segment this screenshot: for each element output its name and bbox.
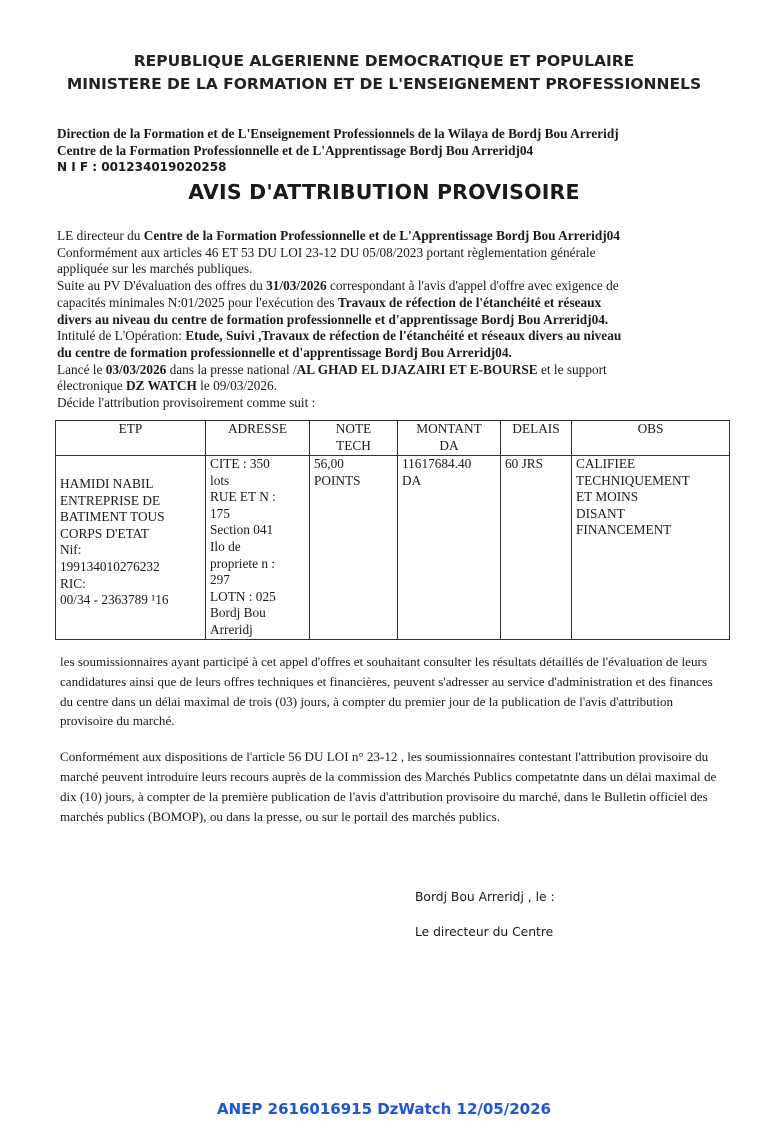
centre-name: Centre de la Formation Professionnelle et de L'Apprentissage Bordj Bou Arreridj04 bbox=[143, 228, 620, 243]
signature-place: Bordj Bou Arreridj , le : bbox=[415, 890, 555, 904]
support-name: DZ WATCH bbox=[126, 378, 197, 394]
intro-line bbox=[57, 328, 727, 345]
intro-text-span: correspondant à l'avis d'appel d'offre avec exigence de bbox=[326, 278, 619, 294]
intro-line bbox=[57, 278, 727, 295]
page-title: AVIS D'ATTRIBUTION PROVISOIRE bbox=[188, 180, 580, 204]
intro-text-span: le 09/03/2026. bbox=[196, 378, 278, 394]
cell-note: 56,00 POINTS bbox=[310, 456, 398, 640]
works-title: Travaux de réfection de l'étanchéité et réseaux bbox=[337, 294, 602, 310]
intro-line: appliquée sur les marchés publiques. bbox=[57, 261, 253, 277]
document-header bbox=[0, 50, 768, 96]
cell-etp: HAMIDI NABIL ENTREPRISE DE BATIMENT TOUS CORPS D'ETAT Nif: 199134010276232 RIC: 00/34 - 2363789 ¹16 bbox=[56, 456, 206, 640]
cell-delais: 60 JRS bbox=[501, 456, 572, 640]
header-delais: DELAIS bbox=[501, 421, 572, 456]
intro-line bbox=[57, 295, 727, 312]
body-paragraphs bbox=[60, 652, 725, 826]
intro-text-span: LE directeur du bbox=[57, 228, 144, 243]
nif-line: N I F : 001234019020258 bbox=[57, 160, 227, 174]
intro-text bbox=[57, 228, 727, 412]
intro-line bbox=[57, 362, 727, 379]
header-etp: ETP bbox=[56, 421, 206, 456]
intro-text-span: capacités minimales N:01/2025 pour l'exécution des bbox=[57, 294, 338, 310]
works-title-cont: divers au niveau du centre de formation professionnelle et d'apprentissage Bordj Bou Arreridj04. bbox=[57, 311, 609, 327]
intro-line bbox=[57, 345, 727, 362]
header-note-tech: NOTE TECH bbox=[310, 421, 398, 456]
header-montant: MONTANT DA bbox=[398, 421, 501, 456]
intro-text-span: dans la presse national / bbox=[166, 361, 297, 377]
table-header-row bbox=[56, 421, 730, 456]
appeal-paragraph: Conformément aux dispositions de l'article 56 DU LOI n° 23-12 , les soumissionnaires contestant l'attribution provisoire du marché peuvent introduire leurs recours auprès de la commission des Marchés Publics competatnte dans un délai maximal de dix (10) jours, à compter de la première publication de l'avis d'attribution provisoire du marché, dans le Bulletin officiel des marchés publics (BOMOP), ou dans la presse, ou sur le portail des marchés publics. bbox=[60, 749, 717, 824]
ministry-heading: MINISTERE DE LA FORMATION ET DE L'ENSEIGNEMENT PROFESSIONNELS bbox=[66, 75, 702, 93]
header-obs: OBS bbox=[572, 421, 730, 456]
header-adresse: ADRESSE bbox=[206, 421, 310, 456]
intro-line bbox=[57, 378, 727, 395]
operation-title-cont: du centre de formation professionnelle et d'apprentissage Bordj Bou Arreridj04. bbox=[57, 344, 512, 360]
consultation-paragraph: les soumissionnaires ayant participé à cet appel d'offres et souhaitant consulter les résultats détaillés de l'évaluation de leurs candidatures ainsi que de leurs offres techniques et financières, peuvent s'adresser au service d'administration et des finances du centre dans un délai maximal de trois (03) jours, à compter du premier jour de la publication de l'avis d'attribution provisoire du marché. bbox=[60, 654, 713, 729]
cell-adresse: CITE : 350 lots RUE ET N : 175 Section 041 Ilo de propriete n : 297 LOTN : 025 Bordj Bou Arreridj bbox=[206, 456, 310, 640]
operation-title: Etude, Suivi ,Travaux de réfection de l'étanchéité et réseaux divers au niveau bbox=[185, 328, 622, 344]
intro-line bbox=[57, 228, 727, 245]
intro-text-span: Intitulé de L'Opération: bbox=[57, 328, 186, 344]
cell-obs: CALIFIEE TECHNIQUEMENT ET MOINS DISANT FINANCEMENT bbox=[572, 456, 730, 640]
intro-text-span: et le support bbox=[537, 361, 607, 377]
issuer-block bbox=[57, 125, 619, 176]
pv-date: 31/03/2026 bbox=[266, 278, 327, 294]
intro-line: Décide l'attribution provisoirement comme suit : bbox=[57, 395, 316, 411]
intro-text-span: électronique bbox=[57, 378, 127, 394]
centre-line: Centre de la Formation Professionnelle et de L'Apprentissage Bordj Bou Arreridj04 bbox=[57, 143, 534, 158]
intro-text-span: Lancé le bbox=[57, 361, 106, 377]
signature-role: Le directeur du Centre bbox=[415, 925, 554, 939]
publication-footer: ANEP 2616016915 DzWatch 12/05/2026 bbox=[217, 1100, 551, 1118]
launch-date: 03/03/2026 bbox=[105, 361, 167, 377]
intro-line: Conformément aux articles 46 ET 53 DU LOI 23-12 DU 05/08/2023 portant règlementation générale bbox=[57, 244, 596, 260]
intro-text-span: Suite au PV D'évaluation des offres du bbox=[57, 278, 267, 294]
cell-montant: 11617684.40 DA bbox=[398, 456, 501, 640]
republic-heading: REPUBLIQUE ALGERIENNE DEMOCRATIQUE ET POPULAIRE bbox=[133, 52, 635, 70]
press-names: AL GHAD EL DJAZAIRI ET E-BOURSE bbox=[296, 361, 538, 377]
direction-line: Direction de la Formation et de L'Enseignement Professionnels de la Wilaya de Bordj Bou Arreridj bbox=[57, 126, 619, 141]
table-row bbox=[56, 456, 730, 640]
intro-line bbox=[57, 312, 727, 329]
attribution-table bbox=[55, 420, 730, 640]
